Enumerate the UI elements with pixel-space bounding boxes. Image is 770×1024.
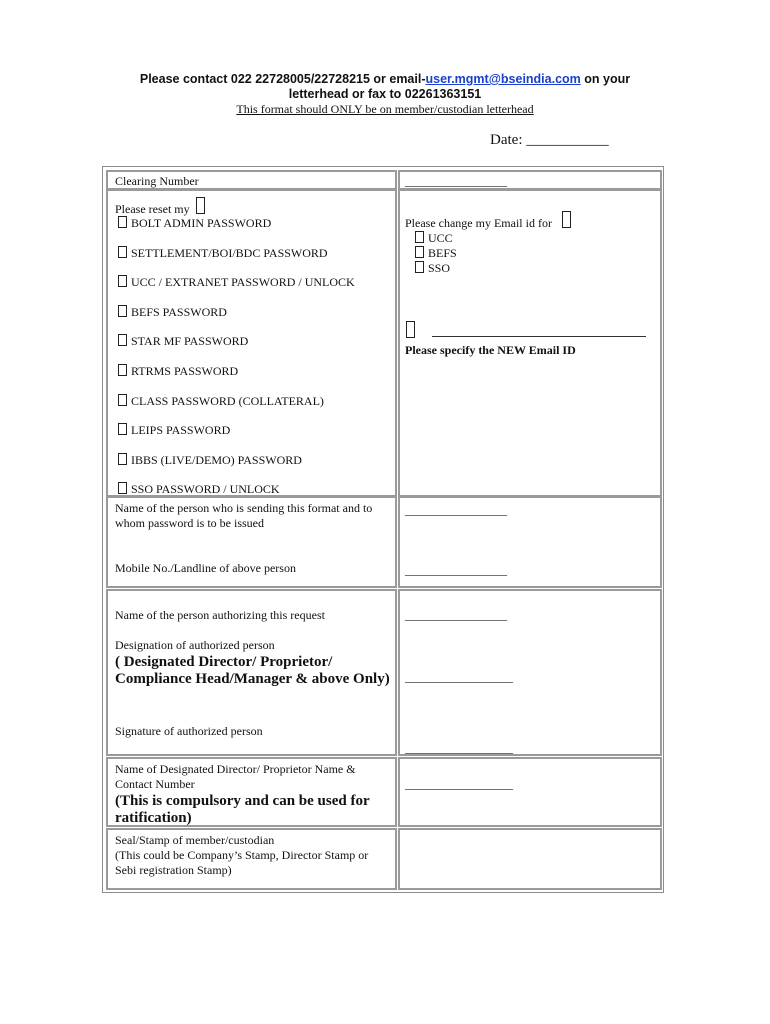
authorizer-label-cell <box>106 589 397 756</box>
reset-item-label: RTRMS PASSWORD <box>131 364 239 378</box>
designation-note: ( Designated Director/ Proprietor/ <box>115 654 333 670</box>
reset-item[interactable] <box>118 216 271 231</box>
reset-item-label: UCC / EXTRANET PASSWORD / UNLOCK <box>131 275 355 289</box>
sender-mobile-field[interactable]: _________________ <box>405 563 507 577</box>
clearing-number-field[interactable]: _________________ <box>405 174 507 188</box>
clearing-value-cell[interactable] <box>398 170 662 190</box>
new-email-label: Please specify the NEW Email ID <box>405 343 576 357</box>
seal-label-note-cont: Sebi registration Stamp) <box>115 863 232 877</box>
reset-password-cell <box>106 189 397 497</box>
checkbox-icon[interactable] <box>415 246 424 258</box>
reset-item-label: CLASS PASSWORD (COLLATERAL) <box>131 394 324 408</box>
contact-suffix: on your <box>580 72 631 86</box>
designation-field[interactable]: __________________ <box>405 670 513 684</box>
sender-value-cell <box>398 496 662 588</box>
reset-item-label: BEFS PASSWORD <box>131 305 227 319</box>
director-value-cell <box>398 757 662 827</box>
email-link[interactable]: user.mgmt@bseindia.com <box>425 72 581 86</box>
email-item-label: UCC <box>428 231 453 245</box>
email-item[interactable] <box>415 246 457 261</box>
clearing-label-cell <box>106 170 397 190</box>
authorizer-name-field[interactable]: _________________ <box>405 608 507 622</box>
signature-label: Signature of authorized person <box>115 724 263 738</box>
contact-text: Please contact 022 22728005/22728215 or email- <box>139 72 426 86</box>
director-label-cont: Contact Number <box>115 777 195 791</box>
sender-name-label: Name of the person who is sending this format and to <box>115 501 373 515</box>
director-note-cont: ratification) <box>115 810 192 826</box>
request-form <box>102 166 664 893</box>
reset-title: Please reset my <box>115 202 190 216</box>
email-change-title: Please change my Email id for <box>405 216 552 230</box>
checkbox-icon[interactable] <box>118 246 127 258</box>
contact-line <box>0 72 770 86</box>
reset-item[interactable] <box>118 275 355 290</box>
reset-item[interactable] <box>118 334 248 349</box>
reset-item-label: SETTLEMENT/BOI/BDC PASSWORD <box>131 246 328 260</box>
email-change-checkbox[interactable] <box>562 211 571 228</box>
seal-label: Seal/Stamp of member/custodian <box>115 833 275 847</box>
sender-name-field[interactable]: _________________ <box>405 503 507 517</box>
email-item-label: BEFS <box>428 246 457 260</box>
email-change-cell <box>398 189 662 497</box>
email-item[interactable] <box>415 261 450 276</box>
checkbox-icon[interactable] <box>118 453 127 465</box>
reset-item[interactable] <box>118 423 230 438</box>
reset-item[interactable] <box>118 246 328 261</box>
seal-label-note: (This could be Company’s Stamp, Director Stamp or <box>115 848 369 862</box>
reset-item-label: IBBS (LIVE/DEMO) PASSWORD <box>131 453 302 467</box>
new-email-checkbox[interactable] <box>406 321 415 338</box>
director-label-cell <box>106 757 397 827</box>
checkbox-icon[interactable] <box>118 364 127 376</box>
seal-label-cell <box>106 828 397 890</box>
director-note: (This is compulsory and can be used for <box>115 793 370 809</box>
email-item-label: SSO <box>428 261 451 275</box>
sender-label-cell <box>106 496 397 588</box>
reset-item[interactable] <box>118 364 238 379</box>
date-field[interactable]: Date: ___________ <box>490 132 609 148</box>
checkbox-icon[interactable] <box>415 231 424 243</box>
fax-line: letterhead or fax to 02261363151 <box>288 87 482 101</box>
sender-name-label-cont: whom password is to be issued <box>115 516 264 530</box>
letterhead-note: This format should ONLY be on member/custodian letterhead <box>236 102 534 116</box>
authorizer-name-label: Name of the person authorizing this request <box>115 608 325 622</box>
checkbox-icon[interactable] <box>118 334 127 346</box>
email-item[interactable] <box>415 231 453 246</box>
checkbox-icon[interactable] <box>118 423 127 435</box>
reset-item-label: BOLT ADMIN PASSWORD <box>131 216 272 230</box>
reset-item-label: LEIPS PASSWORD <box>131 423 231 437</box>
reset-item[interactable] <box>118 453 302 468</box>
checkbox-icon[interactable] <box>118 275 127 287</box>
director-field[interactable]: __________________ <box>405 777 513 791</box>
reset-item-label: STAR MF PASSWORD <box>131 334 249 348</box>
reset-checkbox[interactable] <box>196 197 205 214</box>
reset-item[interactable] <box>118 394 324 409</box>
checkbox-icon[interactable] <box>118 216 127 228</box>
clearing-label: Clearing Number <box>115 174 199 188</box>
checkbox-icon[interactable] <box>118 305 127 317</box>
checkbox-icon[interactable] <box>118 482 127 494</box>
reset-item-label: SSO PASSWORD / UNLOCK <box>131 482 280 496</box>
sender-mobile-label: Mobile No./Landline of above person <box>115 561 296 575</box>
checkbox-icon[interactable] <box>118 394 127 406</box>
designation-label: Designation of authorized person <box>115 638 275 652</box>
director-label: Name of Designated Director/ Proprietor Name & <box>115 762 356 776</box>
new-email-field[interactable] <box>432 336 646 337</box>
reset-item[interactable] <box>118 305 227 320</box>
designation-note-cont: Compliance Head/Manager & above Only) <box>115 671 390 687</box>
checkbox-icon[interactable] <box>415 261 424 273</box>
reset-item[interactable] <box>118 482 280 497</box>
authorizer-value-cell <box>398 589 662 756</box>
signature-field[interactable]: __________________ <box>405 741 513 755</box>
seal-value-cell[interactable] <box>398 828 662 890</box>
